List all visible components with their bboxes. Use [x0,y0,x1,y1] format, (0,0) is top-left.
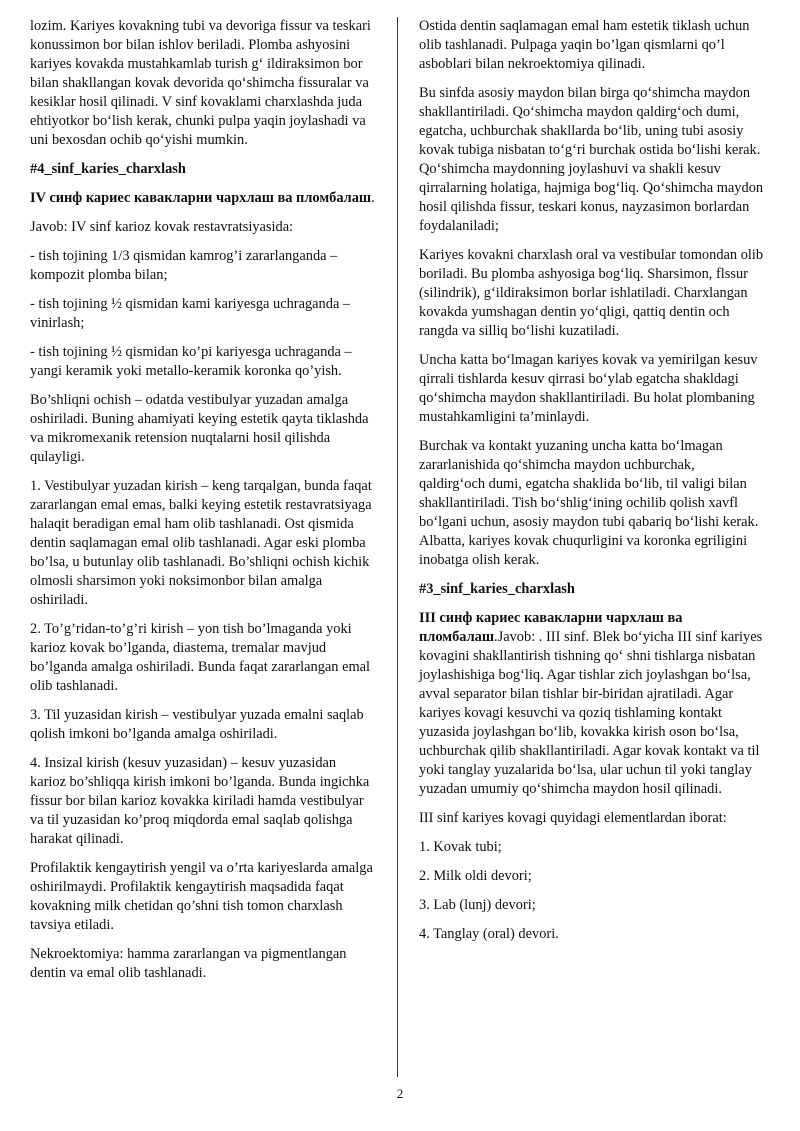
section-heading [30,189,375,208]
paragraph: 4. Tanglay (oral) devori. [419,926,559,942]
paragraph: Javob: IV sinf karioz kovak restavratsiyasida: [30,219,294,235]
section-heading-title: III синф кариес кавакларни чархлаш ва пломбалаш [419,610,683,645]
section-heading-title: IV синф кариес кавакларни чархлаш ва пломбалаш [30,190,372,206]
paragraph: 3. Lab (lunj) devori; [419,897,536,913]
paragraph: 2. Milk oldi devori; [419,868,532,884]
paragraph: Ostida dentin saqlamagan emal ham estetik tiklash uchun olib tashlanadi. Pulpaga yaqin bo’lgan qismlarni qo’l asboblari bilan nekroektomiya qilinadi. [419,18,750,72]
section-heading-text: . [371,190,375,206]
section-tag: #3_sinf_karies_charxlash [419,581,575,597]
paragraph: Bu sinfda asosiy maydon bilan birga qo‘shimcha maydon shakllantiriladi. Qo‘shimcha maydon qaldirg‘och dumi, egatcha, uchburchak shakllarda bo‘lib, uning tubi asosiy kovak tubiga nisbatan to‘g‘ri burchak ostida bo‘lishi kerak. Qo‘shimcha maydonning joylashuvi va shakli kesuv qirralarning holatiga, hajmiga bog‘liq. Qo‘shimcha maydon hosil qilishda fissur, teskari konus, nayzasimon borlardan foydalaniladi; [419,85,764,234]
paragraph: Bo’shliqni ochish – odatda vestibulyar yuzadan amalga oshiriladi. Buning ahamiyati keying estetik qayta tiklashda va mikromexanik retension nuqtalarni hosil qilishda qulayligi. [30,392,369,465]
paragraph: 4. Insizal kirish (kesuv yuzasidan) – kesuv yuzasidan karioz bo’shliqqa kirish imkoni bo’lganda. Bunda ingichka fissur bor bilan karioz kovakka kiriladi hamda vestibulyar va til yuzasidan ko’proq miqdorda emal saqlab qolishga harakat qilinadi. [30,755,370,847]
right-column [419,17,764,954]
section-tag: #4_sinf_karies_charxlash [30,161,186,177]
paragraph: Uncha katta bo‘lmagan kariyes kovak va yemirilgan kesuv qirrali tishlarda kesuv qirrasi bo‘ylab egatcha shakldagi qo‘shimcha maydon shakllantiriladi. Bu holat plombaning mustahkamligini ta’minlaydi. [419,352,758,425]
paragraph: Kariyes kovakni charxlash oral va vestibular tomondan olib boriladi. Bu plomba ashyosiga bog‘liq. Sharsimon, flssur (silindrik), g‘ildiraksimon borlar ishlatiladi. Charxlangan kovakda yumshagan dentin yo‘qligi, qattiq dentin och rangda va silliq bo‘lishi kuzatiladi. [419,247,764,339]
paragraph: - tish tojining 1/3 qismidan kamrog’i zararlanganda – kompozit plomba bilan; [30,248,338,283]
paragraph: Profilaktik kengaytirish yengil va o’rta kariyeslarda amalga oshirilmaydi. Profilaktik kengaytirish maqsadida faqat kovakning milk chetidan qo’shni tish tomon charxlash tavsiya etiladi. [30,860,373,933]
paragraph: Burchak va kontakt yuzaning uncha katta bo‘lmagan zararlanishida qo‘shimcha maydon uchburchak, qaldirg‘och dumi, egatcha shaklida bo‘lib, til valigi bilan shakllantiriladi. Tish bo‘shlig‘ining ochilib qolish xavfl bo‘lgani uchun, asosiy maydon tubi qabariq bo‘lishi kerak. Albatta, kariyes kovak chuqurligini va koronka egriligini inobatga olish kerak. [419,438,759,568]
paragraph: 1. Vestibulyar yuzadan kirish – keng tarqalgan, bunda faqat zararlangan emal emas, balki keying estetik restavratsiyaga halaqit beradigan emal ham olib tashlanadi. Ost qismida dentin saqlamagan emal olib tashlanadi. Agar eski plomba bo’lsa, u butunlay olib tashlanadi. Bo’shliqni ochish kichik olmosli sharsimon yoki noksimonbor bilan amalga oshiriladi. [30,478,372,608]
paragraph: - tish tojining ½ qismidan kami kariyesga uchraganda – vinirlash; [30,296,351,331]
paragraph: - tish tojining ½ qismidan ko’pi kariyesga uchraganda – yangi keramik yoki metallo-keramik koronka qo’yish. [30,344,352,379]
paragraph: III sinf kariyes kovagi quyidagi elementlardan iborat: [419,810,727,826]
paragraph: lozim. Kariyes kovakning tubi va devoriga fissur va teskari konussimon bor bilan ishlov beriladi. Plomba ashyosini kariyes kovakda mustahkamlab turish g‘ ildiraksimon bor bilan shakllangan kovak devorida qo‘shimcha fissuralar va kesiklar hosil qilinadi. V sinf kovaklami charxlashda juda ehtiyotkor bo‘lish kerak, chunki pulpa yaqin joylashadi va uni bexosdan ochib qo‘yishi mumkin. [30,18,371,148]
paragraph: 2. To’g’ridan-to’g’ri kirish – yon tish bo’lmaganda yoki karioz kovak bo’lganda, diastema, tremalar mavjud bo’lganda amalga oshiriladi. Bunda faqat zararlangan emal olib tashlanadi. [30,621,371,694]
section-heading [419,609,764,799]
column-divider [397,17,398,1077]
paragraph: 1. Kovak tubi; [419,839,502,855]
left-column [30,17,375,993]
paragraph: 3. Til yuzasidan kirish – vestibulyar yuzada emalni saqlab qolish imkoni bo’lganda amalga oshiriladi. [30,707,364,742]
paragraph: Nekroektomiya: hamma zararlangan va pigmentlangan dentin va emal olib tashlanadi. [30,946,347,981]
section-heading-text: .Javob: . III sinf. Blek bo‘yicha III sinf kariyes kovagini shakllantirish tishning qo‘ shni tishlarga nisbatan joylashishiga bog‘liq. Agar tishlar zich joylashgan bo‘lsa, avval separator bilan tishlar bir-biridan ajratiladi. Agar kariyes kovagi kesuvchi va qoziq tishlaming kontakt yuzasida joylashgan bo‘lib, kovakka kirish oson bo‘lsa, uchburchak qilib shakllantiriladi. Agar kovak kontakt va til yoki tanglay yuzalarida bo‘lsa, ular uchun til yoki tanglay yuzadan umumiy qo‘shimcha maydon hosil qilinadi. [419,629,763,797]
page-number: 2 [396,1086,404,1101]
